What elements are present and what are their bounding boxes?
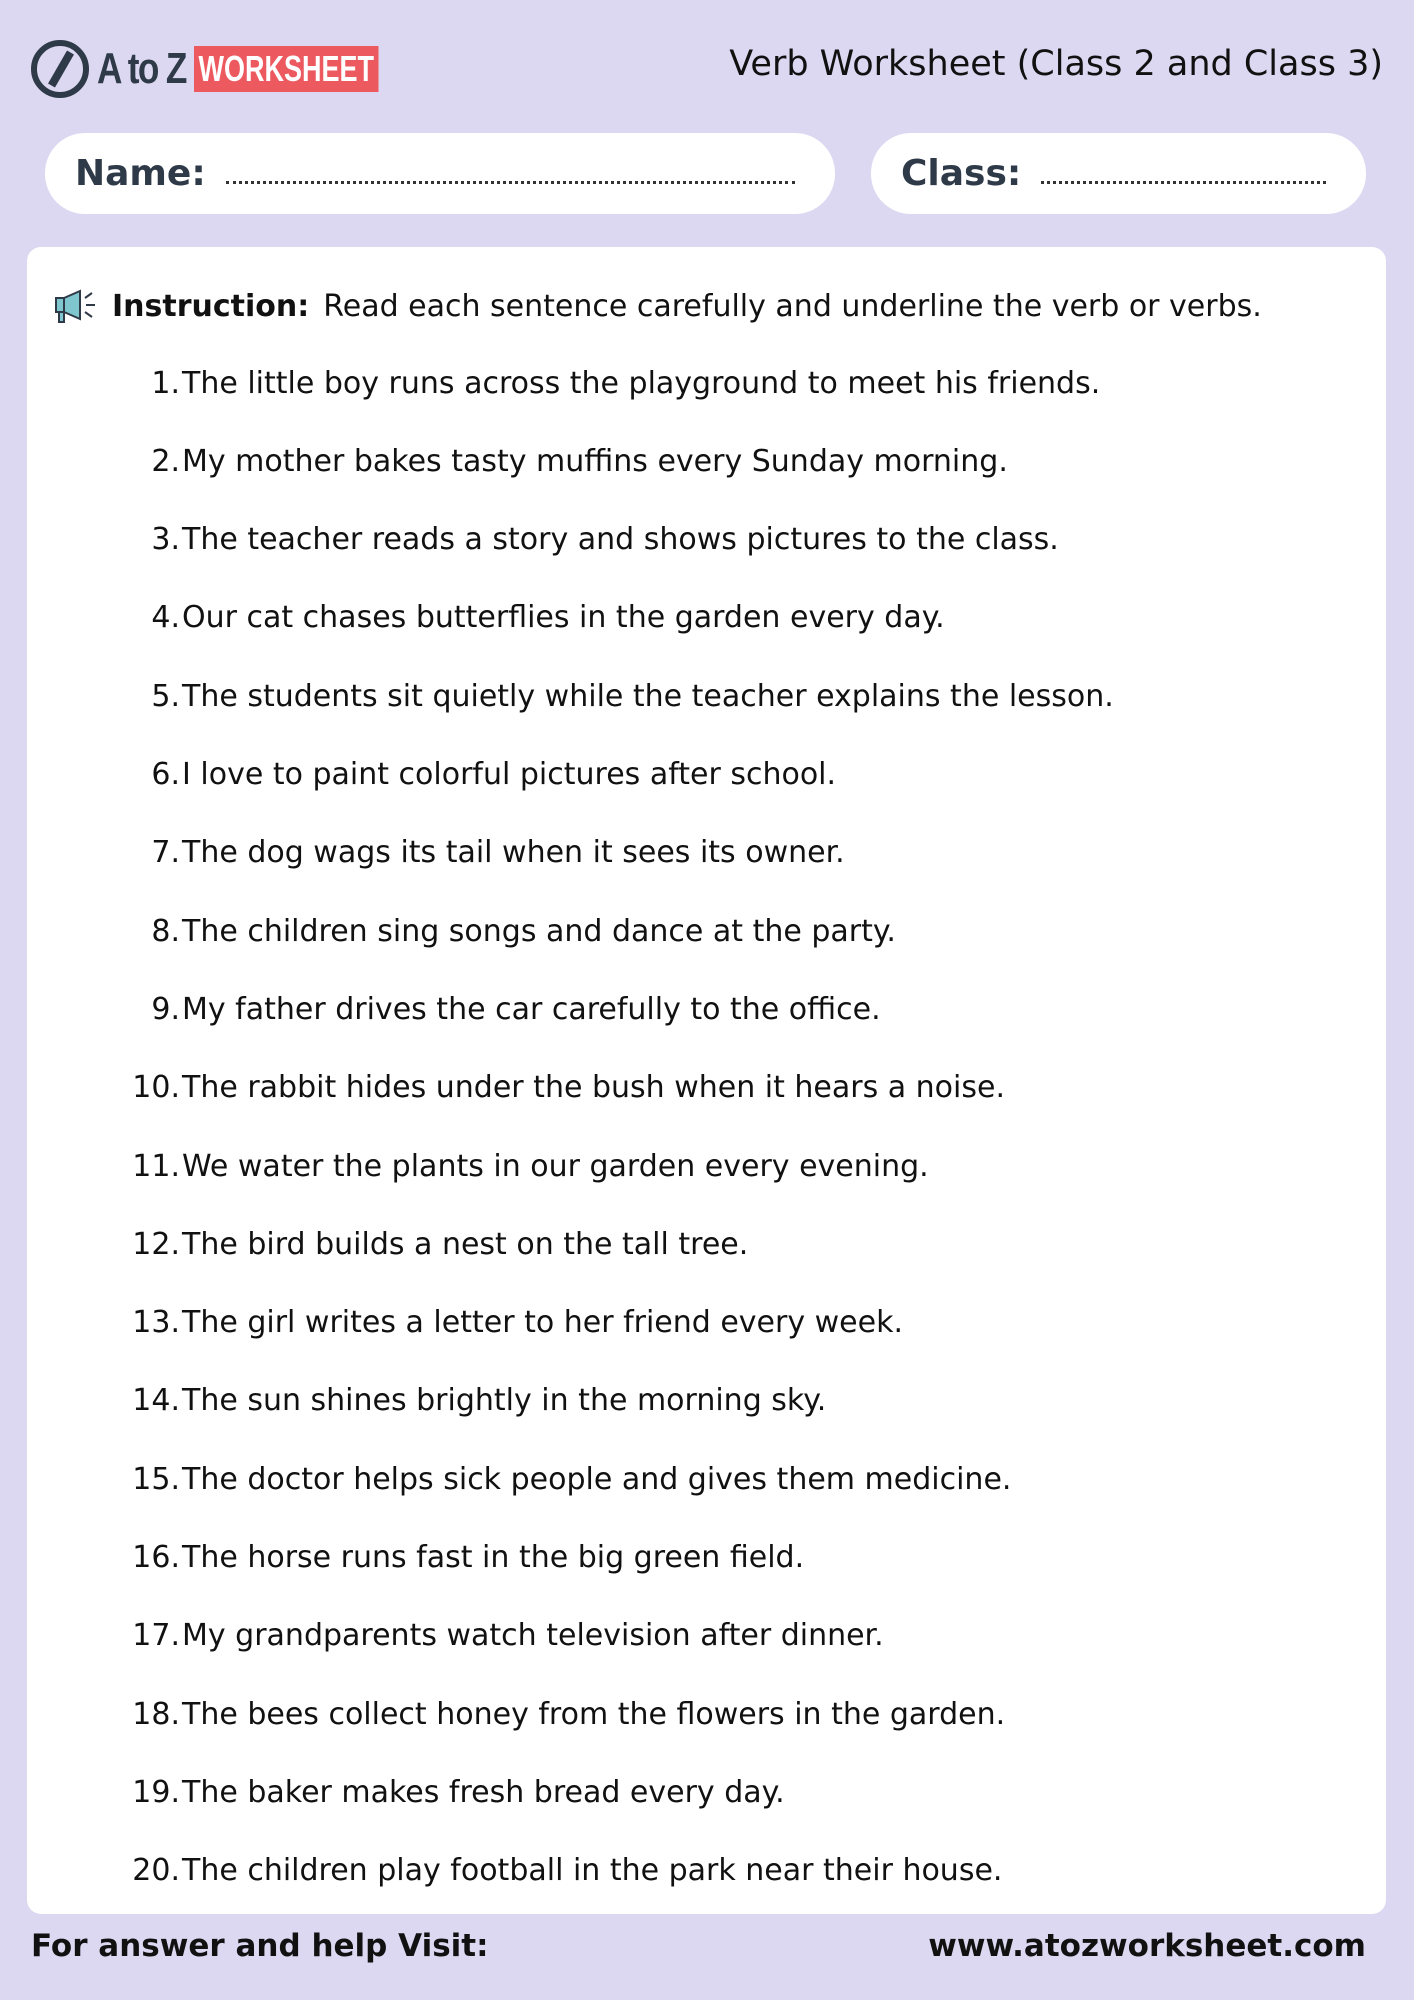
logo-pen-icon <box>31 40 89 98</box>
instruction <box>54 288 1262 324</box>
question-number: 9. <box>151 991 180 1027</box>
question-item <box>100 1381 826 1421</box>
question-text[interactable]: We water the plants in our garden every evening. <box>182 1148 929 1184</box>
question-item <box>100 1694 1005 1734</box>
question-item <box>100 1224 748 1264</box>
class-label: Class: <box>901 153 1022 194</box>
question-number: 6. <box>151 757 180 792</box>
question-number: 5. <box>151 678 180 714</box>
logo-badge: WORKSHEET <box>194 46 379 92</box>
question-number: 4. <box>151 600 180 636</box>
name-field[interactable] <box>45 133 835 214</box>
question-text[interactable]: The dog wags its tail when it sees its owner. <box>182 835 845 871</box>
question-number: 17. <box>132 1618 180 1654</box>
question-text[interactable]: The teacher reads a story and shows pictures to the class. <box>182 522 1059 558</box>
question-item <box>100 1459 1011 1499</box>
question-number: 13. <box>132 1305 180 1341</box>
footer-website-link[interactable]: www.atozworksheet.com <box>928 1928 1366 1964</box>
question-item <box>100 1851 1002 1891</box>
question-number: 11. <box>132 1148 180 1184</box>
question-item <box>100 676 1114 716</box>
question-text[interactable]: The girl writes a letter to her friend every week. <box>182 1305 903 1341</box>
logo <box>31 38 440 100</box>
question-item <box>100 598 945 638</box>
question-text[interactable]: Our cat chases butterflies in the garden every day. <box>182 600 945 636</box>
instruction-label: Instruction: <box>112 288 310 324</box>
logo-text: A to Z <box>97 44 186 93</box>
question-item <box>100 833 845 873</box>
question-text[interactable]: The sun shines brightly in the morning sky. <box>182 1383 827 1419</box>
question-number: 18. <box>132 1696 180 1732</box>
question-text[interactable]: My mother bakes tasty muffins every Sunday morning. <box>182 443 1008 479</box>
question-item <box>100 755 836 795</box>
class-field[interactable] <box>871 133 1366 214</box>
question-text[interactable]: My grandparents watch television after dinner. <box>182 1618 884 1654</box>
question-text[interactable]: The baker makes fresh bread every day. <box>182 1774 785 1810</box>
name-line[interactable] <box>226 181 795 184</box>
question-number: 1. <box>151 365 180 401</box>
question-item <box>100 1146 929 1186</box>
question-text[interactable]: The bird builds a nest on the tall tree. <box>182 1226 749 1262</box>
question-number: 16. <box>132 1540 180 1575</box>
name-label: Name: <box>75 153 206 194</box>
question-text[interactable]: The children play football in the park near their house. <box>182 1853 1003 1889</box>
footer-help-text: For answer and help Visit: <box>31 1928 489 1964</box>
question-number: 7. <box>151 835 180 871</box>
question-number: 20. <box>132 1853 180 1889</box>
question-text[interactable]: The rabbit hides under the bush when it hears a noise. <box>182 1070 1005 1106</box>
question-text[interactable]: I love to paint colorful pictures after school. <box>182 757 837 792</box>
question-item <box>100 363 1100 403</box>
question-item <box>100 1616 884 1656</box>
question-number: 19. <box>132 1774 180 1810</box>
instruction-text: Read each sentence carefully and underline the verb or verbs. <box>323 288 1262 324</box>
question-item <box>100 1538 804 1578</box>
question-item <box>100 1772 785 1812</box>
question-item <box>100 1068 1005 1108</box>
question-number: 12. <box>132 1226 180 1262</box>
question-number: 3. <box>151 522 180 558</box>
question-text[interactable]: The little boy runs across the playground to meet his friends. <box>182 365 1101 401</box>
page-title: Verb Worksheet (Class 2 and Class 3) <box>729 44 1383 84</box>
question-number: 8. <box>151 913 180 949</box>
question-text[interactable]: The children sing songs and dance at the party. <box>182 913 896 949</box>
question-item <box>100 911 896 951</box>
question-number: 2. <box>151 443 180 479</box>
question-item <box>100 1303 903 1343</box>
megaphone-icon <box>54 288 98 324</box>
question-text[interactable]: My father drives the car carefully to the office. <box>182 991 881 1027</box>
question-text[interactable]: The horse runs fast in the big green field. <box>182 1540 805 1575</box>
question-item <box>100 520 1059 560</box>
question-item <box>100 441 1008 481</box>
question-text[interactable]: The students sit quietly while the teacher explains the lesson. <box>182 678 1114 714</box>
question-text[interactable]: The bees collect honey from the flowers in the garden. <box>182 1696 1006 1732</box>
class-line[interactable] <box>1041 181 1326 184</box>
question-text[interactable]: The doctor helps sick people and gives them medicine. <box>182 1461 1012 1497</box>
question-number: 14. <box>132 1383 180 1419</box>
question-item <box>100 989 881 1029</box>
question-number: 10. <box>132 1070 180 1106</box>
question-number: 15. <box>132 1461 180 1497</box>
